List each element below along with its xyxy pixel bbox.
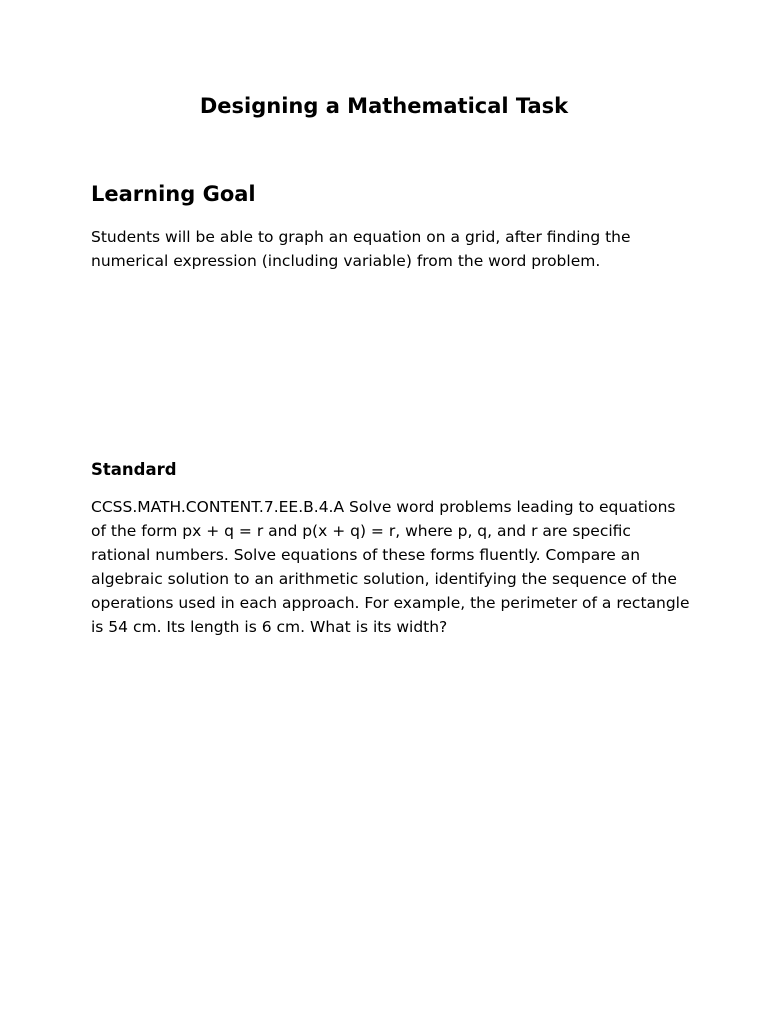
- learning-goal-text: Students will be able to graph an equation on a grid, after finding the numerical expression (including variable) from the word problem.: [91, 228, 631, 270]
- standard-text: CCSS.MATH.CONTENT.7.EE.B.4.A Solve word problems leading to equations of the form px + q = r and p(x + q) = r, where p, q, and r are specific rational numbers. Solve equations of these forms fluently. Compare an algebraic solution to an arithmetic solution, identifying the sequence of the operations used in each approach. For example, the perimeter of a rectangle is 54 cm. Its length is 6 cm. What is its width?: [91, 498, 690, 636]
- document-title: Designing a Mathematical Task: [199, 94, 569, 118]
- standard-heading: Standard: [91, 460, 177, 479]
- learning-goal-heading: Learning Goal: [91, 182, 256, 206]
